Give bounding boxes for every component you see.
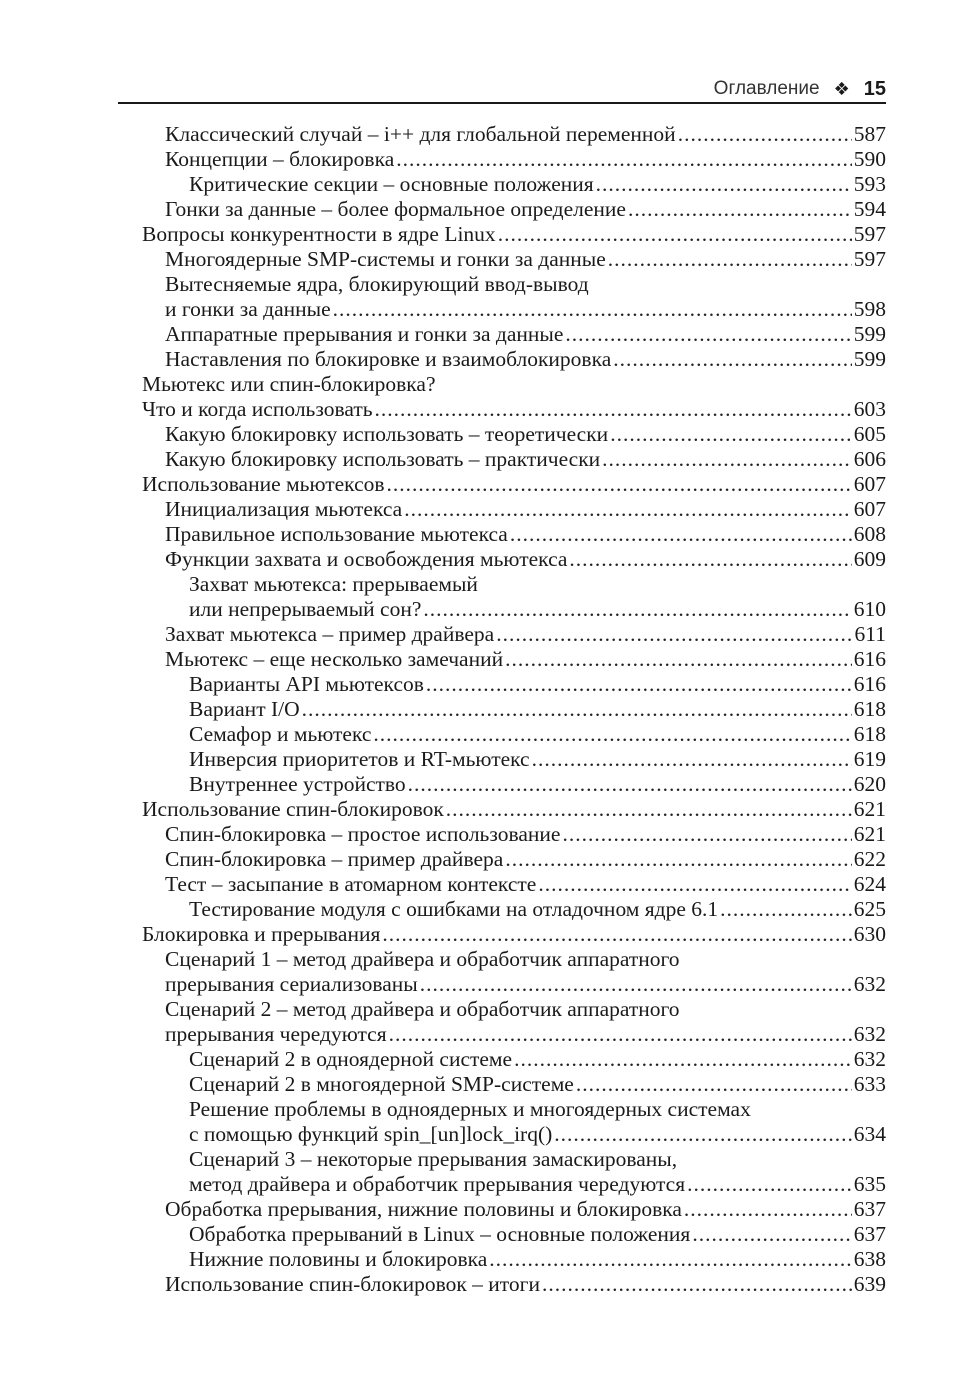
toc-entry — [142, 372, 886, 422]
ornament-icon: ❖ — [833, 78, 850, 99]
toc-entry-title: Обработка прерывания, нижние половины и блокировка — [165, 1197, 682, 1221]
dot-leader — [562, 822, 851, 847]
toc-entry-line-final — [189, 672, 886, 697]
dot-leader — [446, 797, 852, 822]
toc-entry-page: 597 — [853, 222, 886, 246]
toc-entry-line-final — [165, 1272, 886, 1297]
toc-entry-line-final — [142, 472, 886, 497]
toc-entry — [142, 622, 886, 647]
dot-leader — [426, 672, 852, 697]
toc-entry-title: или непрерываемый сон? — [189, 597, 422, 621]
header-title: Оглавление — [713, 78, 820, 99]
toc-entry-page: 611 — [854, 622, 886, 646]
toc-entry — [142, 1247, 886, 1272]
toc-entry-page: 639 — [853, 1272, 886, 1296]
toc-entry-page: 620 — [853, 772, 886, 796]
dot-leader — [720, 897, 852, 922]
toc-entry — [142, 272, 886, 322]
dot-leader — [532, 747, 852, 772]
toc-entry-line-final — [165, 547, 886, 572]
toc-entry-line — [165, 997, 886, 1022]
toc-entry-title: Инициализация мьютекса — [165, 497, 403, 521]
dot-leader — [608, 247, 852, 272]
toc-entry-line-final — [165, 822, 886, 847]
toc-entry-title: Наставления по блокировке и взаимоблокировка — [165, 347, 612, 371]
toc-entry — [142, 922, 886, 947]
dot-leader — [404, 497, 852, 522]
toc-entry — [142, 822, 886, 847]
toc-entry — [142, 772, 886, 797]
toc-entry-page: 633 — [853, 1072, 886, 1096]
toc-entry — [142, 1197, 886, 1222]
dot-leader — [684, 1197, 852, 1222]
toc-entry-page: 632 — [853, 972, 886, 996]
dot-leader — [498, 222, 852, 247]
toc-entry-title: Спин-блокировка – простое использование — [165, 822, 561, 846]
toc-entry-page: 632 — [853, 1047, 886, 1071]
toc-entry — [142, 422, 886, 447]
page-number: 15 — [863, 77, 886, 100]
toc-entry-title: Что и когда использовать — [142, 397, 373, 421]
toc-entry-page: 625 — [853, 897, 886, 921]
dot-leader — [510, 522, 852, 547]
dot-leader — [382, 922, 851, 947]
toc-entry-page: 637 — [853, 1197, 886, 1221]
toc-entry-line-final — [165, 297, 886, 322]
toc-entry — [142, 1097, 886, 1147]
dot-leader — [302, 697, 852, 722]
dot-leader — [542, 1272, 852, 1297]
toc-entry-line-final — [165, 447, 886, 472]
dot-leader — [396, 147, 852, 172]
toc-entry — [142, 647, 886, 672]
dot-leader — [610, 422, 852, 447]
toc-entry — [142, 697, 886, 722]
toc-entry — [142, 572, 886, 622]
toc-entry-title: Захват мьютекса – пример драйвера — [165, 622, 495, 646]
toc-entry-line-final — [142, 222, 886, 247]
dot-leader — [373, 722, 851, 747]
toc-entry-page: 609 — [853, 547, 886, 571]
toc-entry — [142, 797, 886, 822]
toc-entry-page: 621 — [853, 797, 886, 821]
toc-entry-title: Внутреннее устройство — [189, 772, 406, 796]
toc-entry-line-final — [189, 1172, 886, 1197]
toc-entry-line-final — [142, 397, 886, 422]
toc-entry-line-final — [189, 1047, 886, 1072]
toc-entry-title: Тест – засыпание в атомарном контексте — [165, 872, 537, 896]
toc-entry-title: метод драйвера и обработчик прерывания чередуются — [189, 1172, 686, 1196]
toc-entry-page: 607 — [853, 497, 886, 521]
toc-entry — [142, 1222, 886, 1247]
toc-entry-title: Многоядерные SMP-системы и гонки за данные — [165, 247, 606, 271]
toc-entry-page: 637 — [853, 1222, 886, 1246]
dot-leader — [554, 1122, 851, 1147]
toc-entry — [142, 897, 886, 922]
toc-entry-line-final — [189, 747, 886, 772]
toc-entry-title: Какую блокировку использовать – теоретически — [165, 422, 609, 446]
toc-entry-title: Сценарий 2 в многоядерной SMP-системе — [189, 1072, 574, 1096]
toc-entry — [142, 172, 886, 197]
toc-entry-line-final — [165, 247, 886, 272]
toc-entry-line-final — [142, 922, 886, 947]
toc-entry — [142, 1272, 886, 1297]
toc-entry-page: 630 — [853, 922, 886, 946]
toc-entry-title: Использование спин-блокировок — [142, 797, 444, 821]
toc-entry-line-final — [165, 522, 886, 547]
toc-entry-line-final — [189, 1222, 886, 1247]
toc-entry-title: Семафор и мьютекс — [189, 722, 372, 746]
toc-entry-title: Концепции – блокировка — [165, 147, 395, 171]
toc-entry-title: Нижние половины и блокировка — [189, 1247, 488, 1271]
toc-entry-line-final — [165, 197, 886, 222]
toc-entry — [142, 1047, 886, 1072]
toc-entry-title: Использование спин-блокировок – итоги — [165, 1272, 540, 1296]
toc-entry-line-final — [165, 1197, 886, 1222]
toc-entry-line-final — [189, 722, 886, 747]
toc-entry — [142, 1147, 886, 1197]
toc-entry-page: 619 — [853, 747, 886, 771]
toc-entry-title: и гонки за данные — [165, 297, 331, 321]
toc-entry-title: Какую блокировку использовать – практически — [165, 447, 601, 471]
toc-entry-line — [165, 272, 886, 297]
toc-entry — [142, 947, 886, 997]
toc-entry-line-final — [165, 122, 886, 147]
dot-leader — [420, 972, 852, 997]
toc-entry-line-final — [165, 147, 886, 172]
toc-entry — [142, 847, 886, 872]
toc-entry-line-final — [165, 497, 886, 522]
toc-entry-title: Аппаратные прерывания и гонки за данные — [165, 322, 564, 346]
toc-entry-title: Гонки за данные – более формальное определение — [165, 197, 626, 221]
toc-entry-line-final — [165, 347, 886, 372]
toc-entry-title: Варианты API мьютексов — [189, 672, 424, 696]
toc-entry-line-final — [189, 597, 886, 622]
toc-entry-page: 618 — [853, 697, 886, 721]
toc-entry — [142, 997, 886, 1047]
toc-entry — [142, 197, 886, 222]
toc-entry-title: Блокировка и прерывания — [142, 922, 381, 946]
toc-entry-line — [189, 1147, 886, 1172]
toc-entry-page: 616 — [853, 647, 886, 671]
toc-entry-title: Вариант I/O — [189, 697, 300, 721]
dot-leader — [613, 347, 851, 372]
toc-entry-title: Сценарий 2 в одноядерной системе — [189, 1047, 513, 1071]
toc-entry-line — [165, 947, 886, 972]
toc-entry-line-final — [189, 897, 886, 922]
toc-entry-page: 593 — [853, 172, 886, 196]
toc-entry-page: 638 — [853, 1247, 886, 1271]
dot-leader — [389, 1022, 852, 1047]
dot-leader — [687, 1172, 852, 1197]
toc-entry-page: 594 — [853, 197, 886, 221]
toc-entry-page: 610 — [853, 597, 886, 621]
dot-leader — [596, 172, 852, 197]
toc-entry-line-final — [165, 872, 886, 897]
toc-entry-title: Захват мьютекса: прерываемый — [189, 572, 478, 596]
toc-entry — [142, 247, 886, 272]
toc-entry-page: 621 — [853, 822, 886, 846]
toc-entry-title: Критические секции – основные положения — [189, 172, 594, 196]
toc-entry-title: прерывания чередуются — [165, 1022, 387, 1046]
toc-entry-line-final — [165, 622, 886, 647]
toc-entry — [142, 722, 886, 747]
dot-leader — [628, 197, 852, 222]
toc-entry — [142, 347, 886, 372]
toc-entry-page: 603 — [853, 397, 886, 421]
toc-entry-title: Вопросы конкурентности в ядре Linux — [142, 222, 496, 246]
toc-entry — [142, 672, 886, 697]
dot-leader — [387, 472, 852, 497]
toc-entry-line-final — [189, 1122, 886, 1147]
toc-entry-page: 622 — [853, 847, 886, 871]
toc-entry-line-final — [165, 322, 886, 347]
toc-entry — [142, 522, 886, 547]
toc-entry — [142, 122, 886, 147]
toc-entry-title: Инверсия приоритетов и RT-мьютекс — [189, 747, 530, 771]
toc-entry-page: 597 — [853, 247, 886, 271]
dot-leader — [408, 772, 852, 797]
toc-entry-page: 599 — [853, 347, 886, 371]
toc-entry-line-final — [165, 647, 886, 672]
toc-entry — [142, 547, 886, 572]
toc-entry-title: с помощью функций spin_[un]lock_irq() — [189, 1122, 553, 1146]
toc-entry-title: Решение проблемы в одноядерных и многоядерных системах — [189, 1097, 751, 1121]
toc-entry-page: 606 — [853, 447, 886, 471]
toc-entry-page: 605 — [853, 422, 886, 446]
dot-leader — [505, 847, 851, 872]
toc-entry-title: Правильное использование мьютекса — [165, 522, 508, 546]
toc-entry-line-final — [165, 847, 886, 872]
toc-entry-title: Вытесняемые ядра, блокирующий ввод-вывод — [165, 272, 589, 296]
dot-leader — [678, 122, 852, 147]
toc-entry-title: Сценарий 1 – метод драйвера и обработчик аппаратного — [165, 947, 680, 971]
toc-entry-page: 599 — [853, 322, 886, 346]
toc-entry-line — [189, 572, 886, 597]
toc-entry-line-final — [189, 172, 886, 197]
running-header — [118, 76, 886, 104]
toc-entry-page: 590 — [853, 147, 886, 171]
toc-entry — [142, 147, 886, 172]
toc-entry-line-final — [142, 797, 886, 822]
toc-entry-line-final — [165, 972, 886, 997]
toc-entry — [142, 447, 886, 472]
toc-entry-line-final — [189, 1072, 886, 1097]
toc-entry-line-final — [189, 1247, 886, 1272]
toc-entry — [142, 872, 886, 897]
dot-leader — [496, 622, 852, 647]
toc-entry-title: Тестирование модуля с ошибками на отладочном ядре 6.1 — [189, 897, 719, 921]
dot-leader — [602, 447, 852, 472]
toc-entry-page: 607 — [853, 472, 886, 496]
toc-entry — [142, 1072, 886, 1097]
toc-entry-page: 634 — [853, 1122, 886, 1146]
toc-entry-title: Спин-блокировка – пример драйвера — [165, 847, 504, 871]
toc-entry-line — [142, 372, 886, 397]
toc-entry-page: 587 — [853, 122, 886, 146]
toc-entry-page: 598 — [853, 297, 886, 321]
dot-leader — [538, 872, 851, 897]
toc-entry-title: прерывания сериализованы — [165, 972, 418, 996]
table-of-contents — [142, 122, 886, 1297]
dot-leader — [375, 397, 852, 422]
toc-entry-line-final — [189, 697, 886, 722]
toc-entry — [142, 222, 886, 247]
toc-entry-line — [189, 1097, 886, 1122]
toc-entry-title: Мьютекс или спин-блокировка? — [142, 372, 436, 396]
toc-entry-title: Использование мьютексов — [142, 472, 385, 496]
toc-entry-title: Функции захвата и освобождения мьютекса — [165, 547, 568, 571]
toc-entry-line-final — [189, 772, 886, 797]
dot-leader — [423, 597, 851, 622]
toc-entry-title: Классический случай – i++ для глобальной переменной — [165, 122, 676, 146]
toc-entry — [142, 322, 886, 347]
toc-entry-page: 608 — [853, 522, 886, 546]
dot-leader — [569, 547, 851, 572]
toc-entry-line-final — [165, 422, 886, 447]
toc-entry-title: Мьютекс – еще несколько замечаний — [165, 647, 504, 671]
dot-leader — [333, 297, 852, 322]
toc-entry-line-final — [165, 1022, 886, 1047]
toc-entry-title: Сценарий 3 – некоторые прерывания замаскированы, — [189, 1147, 678, 1171]
toc-entry-page: 618 — [853, 722, 886, 746]
toc-entry-title: Сценарий 2 – метод драйвера и обработчик аппаратного — [165, 997, 680, 1021]
toc-entry — [142, 497, 886, 522]
dot-leader — [565, 322, 851, 347]
toc-entry-title: Обработка прерываний в Linux – основные положения — [189, 1222, 691, 1246]
dot-leader — [489, 1247, 851, 1272]
dot-leader — [692, 1222, 851, 1247]
dot-leader — [576, 1072, 852, 1097]
dot-leader — [505, 647, 852, 672]
toc-entry-page: 635 — [853, 1172, 886, 1196]
toc-entry-page: 624 — [853, 872, 886, 896]
toc-entry-page: 616 — [853, 672, 886, 696]
dot-leader — [514, 1047, 852, 1072]
toc-entry-page: 632 — [853, 1022, 886, 1046]
toc-entry — [142, 747, 886, 772]
toc-entry — [142, 472, 886, 497]
